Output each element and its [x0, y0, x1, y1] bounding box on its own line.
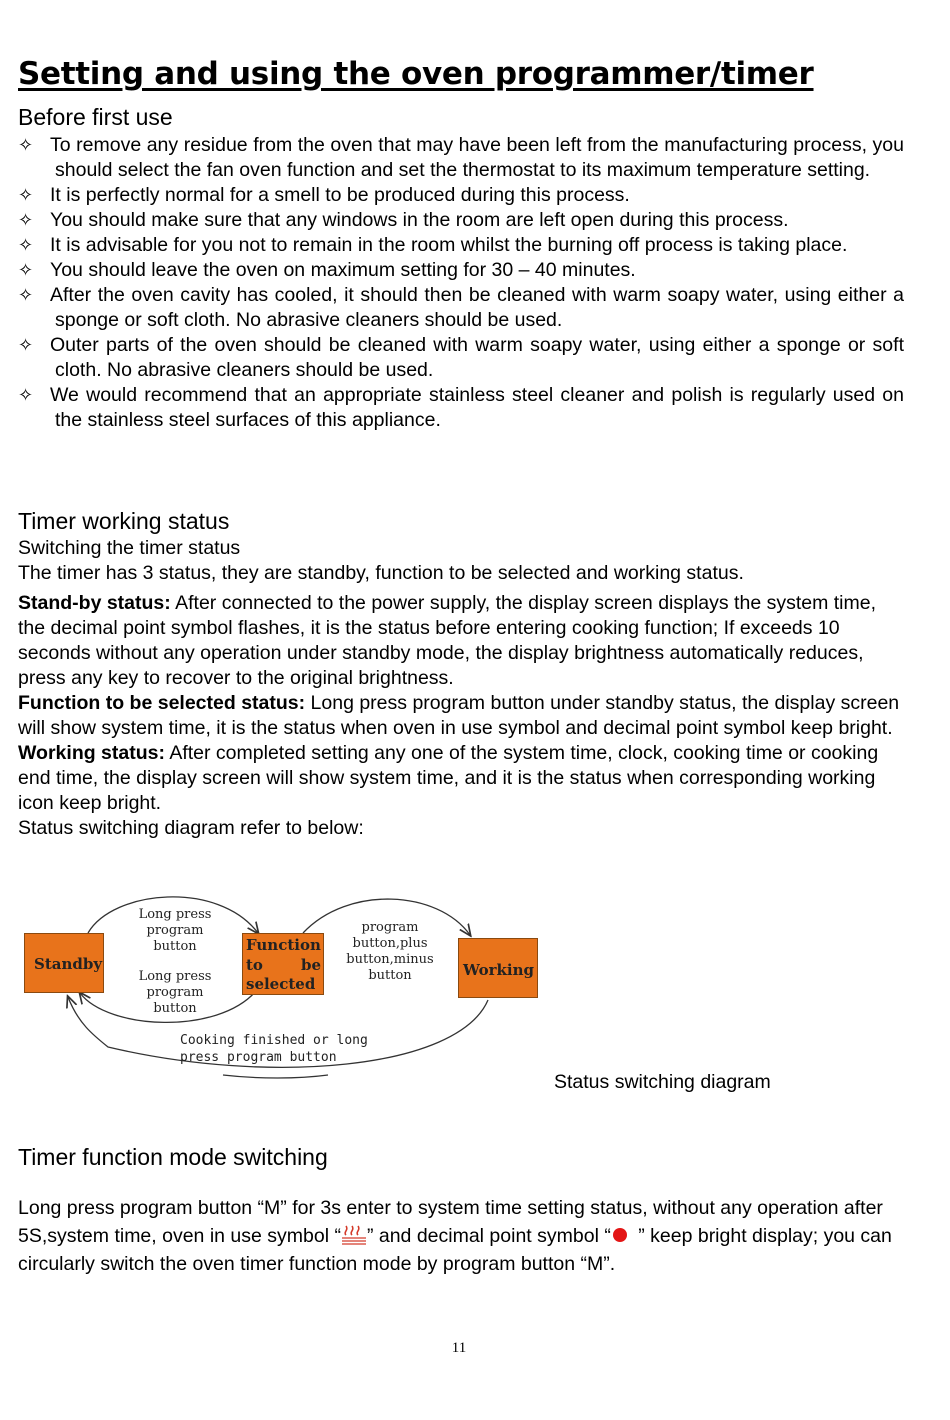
- standby-box: Standby: [24, 933, 104, 993]
- working-label: Working status:: [18, 742, 165, 764]
- function-box: Function to be selected: [242, 933, 324, 995]
- mode-switching-paragraph: Long press program button “M” for 3s enter to system time setting status, without any operation after 5S,system time, oven in use symbol “ ” and decimal point symbol “ ” keep bright display; you can circularly switch the oven timer function mode by program button “M”.: [18, 1197, 892, 1275]
- long-press-label-middle: Long press program button: [138, 969, 212, 1016]
- status-switching-diagram: [18, 885, 548, 1085]
- function-paragraph: Function to be selected status: Long press program button under standby status, the display screen will show system time, it is the status when oven in use symbol and decimal point symbol keep bright.: [18, 692, 900, 739]
- timer-status-section: [18, 536, 908, 841]
- page-number: 11: [451, 1340, 467, 1356]
- list-item: ✧ After the oven cavity has cooled, it should then be cleaned with warm soapy water, using either a sponge or soft cloth. No abrasive cleaners should be used.: [18, 284, 904, 331]
- before-first-use-list: [18, 133, 904, 433]
- program-plus-minus-label: program button,plus button,minus button: [346, 920, 434, 983]
- star-bullet-icon: ✧: [18, 385, 34, 406]
- standby-label: Stand-by status:: [18, 592, 171, 614]
- red-dot-icon: [613, 1228, 627, 1242]
- before-first-use-heading: Before first use: [18, 104, 173, 130]
- list-item: ✧ We would recommend that an appropriate stainless steel cleaner and polish is regularly used on the stainless steel surfaces of this appliance.: [18, 384, 904, 431]
- star-bullet-icon: ✧: [18, 335, 34, 356]
- switching-subheading: Switching the timer status: [18, 537, 241, 559]
- long-press-label-top: Long press program button: [138, 907, 212, 954]
- timer-working-status-heading: Timer working status: [18, 508, 230, 534]
- working-box: Working: [458, 938, 538, 998]
- list-item: ✧ It is advisable for you not to remain in the room whilst the burning off process is taking place.: [18, 234, 848, 256]
- list-item: ✧ It is perfectly normal for a smell to be produced during this process.: [18, 184, 630, 206]
- timer-intro: The timer has 3 status, they are standby, function to be selected and working status.: [18, 562, 744, 584]
- working-paragraph: Working status: After completed setting any one of the system time, clock, cooking time or cooking end time, the display screen will show system time, and it is the status when corresponding working icon keep bright.: [18, 742, 879, 814]
- star-bullet-icon: ✧: [18, 135, 34, 156]
- star-bullet-icon: ✧: [18, 285, 34, 306]
- list-item: ✧ To remove any residue from the oven that may have been left from the manufacturing process, you should select the fan oven function and set the thermostat to its maximum temperature setting.: [18, 134, 904, 181]
- list-item: ✧ Outer parts of the oven should be cleaned with warm soapy water, using either a sponge or soft cloth. No abrasive cleaners should be used.: [18, 334, 904, 381]
- page-title: Setting and using the oven programmer/timer: [18, 56, 814, 92]
- list-item: ✧ You should make sure that any windows in the room are left open during this process.: [18, 209, 789, 231]
- star-bullet-icon: ✧: [18, 185, 34, 206]
- oven-heat-icon: [341, 1224, 367, 1246]
- cooking-finished-label: Cooking finished or long press program button: [180, 1033, 368, 1065]
- diagram-caption: Status switching diagram: [554, 1071, 771, 1093]
- star-bullet-icon: ✧: [18, 235, 34, 256]
- star-bullet-icon: ✧: [18, 210, 34, 231]
- standby-paragraph: Stand-by status: After connected to the power supply, the display screen displays the system time, the decimal point symbol flashes, it is the status before entering cooking function; If exceeds 10 seconds without any operation under standby mode, the display brightness automatically reduces, press any key to recover to the original brightness.: [18, 592, 877, 689]
- mode-switching-heading: Timer function mode switching: [18, 1144, 328, 1170]
- list-item: ✧ You should leave the oven on maximum setting for 30 – 40 minutes.: [18, 259, 636, 281]
- function-label: Function to be selected status:: [18, 692, 306, 714]
- diagram-reference: Status switching diagram refer to below:: [18, 817, 364, 839]
- star-bullet-icon: ✧: [18, 260, 34, 281]
